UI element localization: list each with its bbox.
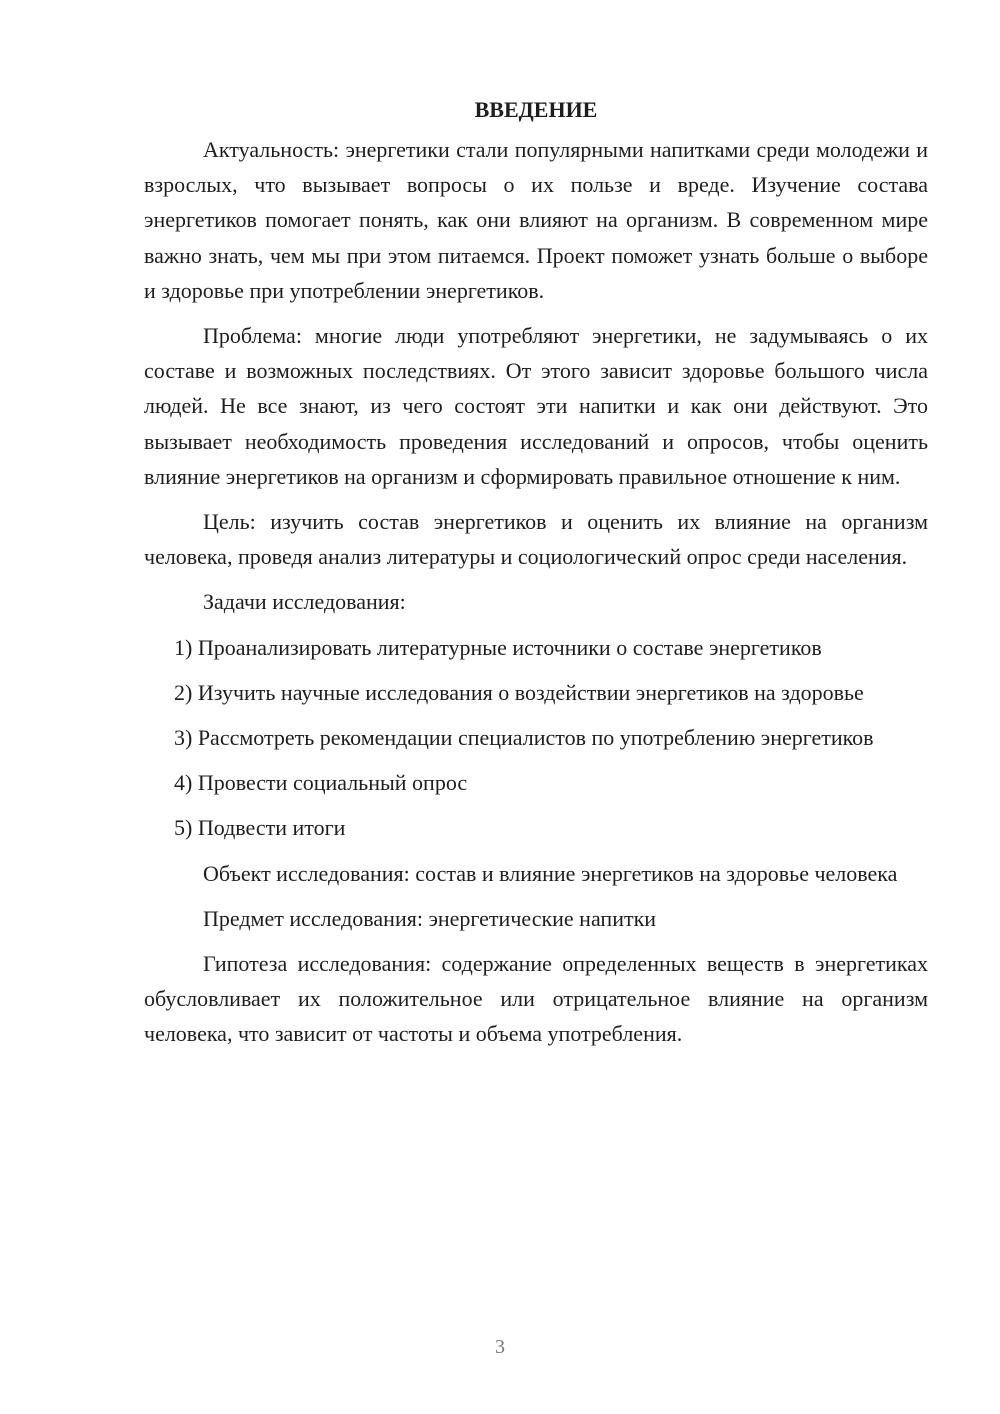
task-item-5: 5) Подвести итоги: [174, 815, 346, 841]
tasks-title: Задачи исследования:: [203, 589, 406, 615]
task-item-1: 1) Проанализировать литературные источники о составе энергетиков: [174, 634, 822, 660]
hypothesis-paragraph: Гипотеза исследования: содержание определенных веществ в энергетиках обусловливает их положительное или отрицательное влияние на организм человека, что зависит от частоты и объема употребления.: [144, 951, 928, 1047]
section-heading: ВВЕДЕНИЕ: [474, 97, 598, 122]
task-item-4: 4) Провести социальный опрос: [174, 770, 468, 796]
problem-paragraph: Проблема: многие люди употребляют энергетики, не задумываясь о их составе и возможных последствиях. От этого зависит здоровье большого числа людей. Не все знают, из чего состоят эти напитки и как они действуют. Это вызывает необходимость проведения исследований и опросов, чтобы оценить влияние энергетиков на организм и сформировать правильное отношение к ним.: [144, 323, 928, 489]
goal-paragraph: Цель: изучить состав энергетиков и оценить их влияние на организм человека, проведя анализ литературы и социологический опрос среди населения.: [144, 509, 928, 570]
object-paragraph: Объект исследования: состав и влияние энергетиков на здоровье человека: [203, 860, 898, 886]
task-item-3: 3) Рассмотреть рекомендации специалистов по употреблению энергетиков: [174, 725, 874, 751]
document-page: [144, 92, 928, 1062]
page-number: 3: [495, 1336, 505, 1358]
subject-paragraph: Предмет исследования: энергетические напитки: [203, 905, 657, 931]
task-item-2: 2) Изучить научные исследования о воздействии энергетиков на здоровье: [174, 679, 864, 705]
relevance-paragraph: Актуальность: энергетики стали популярными напитками среди молодежи и взрослых, что вызывает вопросы о их пользе и вреде. Изучение состава энергетиков помогает понять, как они влияют на организм. В современном мире важно знать, чем мы при этом питаемся. Проект поможет узнать больше о выборе и здоровье при употреблении энергетиков.: [144, 137, 928, 303]
